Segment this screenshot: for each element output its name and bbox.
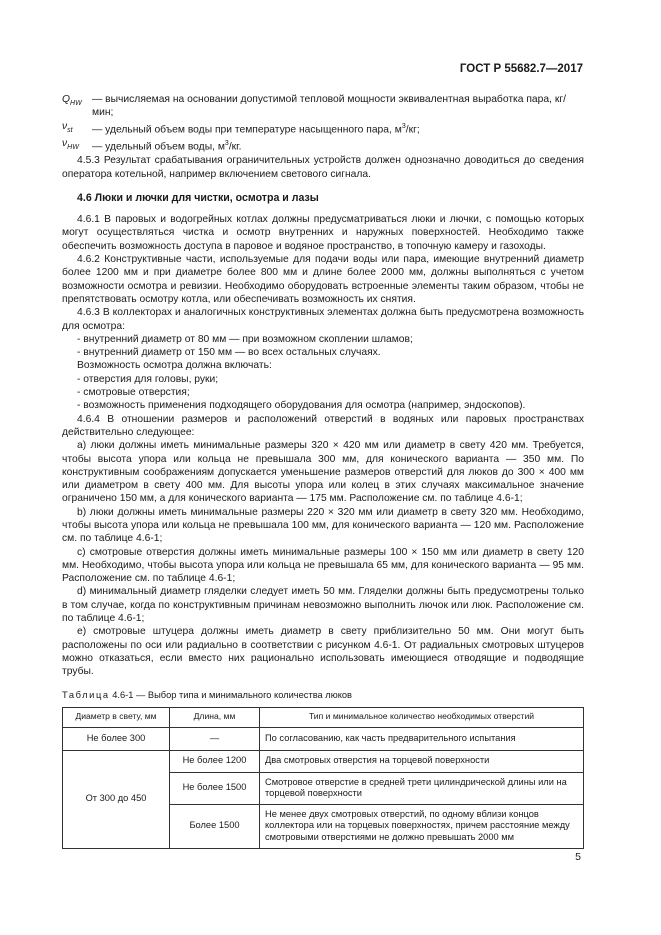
list-item: - внутренний диаметр от 80 мм — при возможном скоплении шламов; xyxy=(77,333,413,345)
paragraph-c: с) смотровые отверстия должны иметь минимальные размеры 100 × 150 мм или диаметр в свету 120 мм. Необходимо, чтобы высота упора или кольца не превышала 65 мм, для конического варианта — 95 мм. Расположение см. по таблице 4.6-1; xyxy=(62,546,584,585)
definition-v-st xyxy=(62,120,584,137)
cell-diameter-group: От 300 до 450 xyxy=(63,750,170,848)
list-item: - отверстия для головы, руки; xyxy=(77,373,219,385)
definition-symbol: $Q_{HW}$ xyxy=(62,94,82,108)
paragraph-inspection: Возможность осмотра должна включать: xyxy=(77,360,272,372)
definition-symbol: $\nu_{HW}$ xyxy=(62,137,79,151)
paragraph-b: b) люки должны иметь минимальные размеры 220 × 320 мм или диаметр в свету 320 мм. Необходимо, чтобы высота упора или кольца не превышала 100 мм, для конического варианта — 120 мм. Расположение см. по таблице 4.6-1; xyxy=(62,506,584,545)
definition-text: — вычисляемая на основании допустимой тепловой мощности эквивалентная выработка пара, кг/мин; xyxy=(92,94,566,119)
section-title: 4.6 Люки и лючки для чистки, осмотра и лазы xyxy=(77,191,319,204)
cell-type: Два смотровых отверстия на торцевой поверхности xyxy=(260,750,584,772)
page-content xyxy=(62,93,584,849)
paragraph-4-6-3: 4.6.3 В коллекторах и аналогичных конструктивных элементах должна быть предусмотрена возможность для осмотра: xyxy=(62,307,584,332)
paragraph-4-6-4: 4.6.4 В отношении размеров и расположений отверстий в водяных или паровых пространствах действительно следующее: xyxy=(62,413,584,438)
definition-symbol: $\nu_{st}$ xyxy=(62,120,73,134)
list-item: - возможность применения подходящего оборудования для осмотра (например, эндоскопов). xyxy=(77,400,526,412)
page-number: 5 xyxy=(575,851,581,863)
paragraph-d: d) минимальный диаметр гляделки следует иметь 50 мм. Гляделки должны быть предусмотрены только в том случае, когда по конструктивным причинам невозможно выполнить лючок или люк. Расположение см. по таблице 4.6-1; xyxy=(62,586,584,625)
definition-text: — удельный объем воды, $м^3/кг$. xyxy=(92,139,242,153)
paragraph-4-6-1: 4.6.1 В паровых и водогрейных котлах должны предусматриваться люки и лючки, с помощью которых могут осуществляться чистка и осмотр внутренних и наружных поверхностей. Необходимо также обеспечить возможность доступа в паровое и водяное пространство, в топочную камеру и газоходы. xyxy=(62,214,584,252)
definition-v-hw xyxy=(62,137,584,154)
cell-diameter: Не более 300 xyxy=(63,727,170,750)
paragraph-4-5-3: 4.5.3 Результат срабатывания ограничительных устройств должен однозначно доводиться до сведения оператора котельной, например включением светового сигнала. xyxy=(62,155,584,180)
definition-text: — удельный объем воды при температуре насыщенного пара, $м^3/кг$; xyxy=(92,122,420,136)
cell-length: Не более 1500 xyxy=(170,772,260,804)
column-header-diameter: Диаметр в свету, мм xyxy=(63,707,170,727)
table-caption: Таблица 4.6-1 — Выбор типа и минимального количества люков xyxy=(62,689,352,700)
table-row xyxy=(63,750,584,772)
document-id: ГОСТ Р 55682.7—2017 xyxy=(459,63,583,75)
paragraph-a: а) люки должны иметь минимальные размеры 320 × 420 мм или диаметр в свету 420 мм. Требуется, чтобы высота упора или кольца не превышала 300 мм, для конического варианта — 350 мм. По конструктивным соображениям допускается уменьшение размеров отверстий для люков до 300 × 400 мм или диаметром в свету 400 мм. Для высоты упора или колец в этих случаях максимальное значение ограничено 150 мм, а для конического варианта — 175 мм. Расположение см. по таблице 4.6-1; xyxy=(62,440,584,505)
table-row xyxy=(63,727,584,750)
list-item: - внутренний диаметр от 150 мм — во всех остальных случаях. xyxy=(77,347,381,359)
paragraph-4-6-2: 4.6.2 Конструктивные части, используемые для подачи воды или пара, имеющие внутренний диаметр более 1200 мм и при диаметре более 800 мм и длине более 2000 мм, должны выполняться с учетом возможности осмотра и ревизии. Необходимо оборудовать встроенные элементы таким образом, чтобы не препятствовать осмотру котла, или обеспечивать возможность их снятия. xyxy=(62,254,584,305)
list-item: - смотровые отверстия; xyxy=(77,387,190,399)
cell-length: Более 1500 xyxy=(170,804,260,848)
paragraph-e: е) смотровые штуцера должны иметь диаметр в свету приблизительно 50 мм. Они могут быть расположены по оси или радиально в соответствии с рисунком 4.6-1. От радиальных смотровых штуцеров можно отказаться, если вместо них рационально использовать имеющиеся отводящие и подводящие трубы. xyxy=(62,626,584,678)
definitions-list xyxy=(62,93,584,154)
cell-type: Не менее двух смотровых отверстий, по одному вблизи концов коллектора или на торцевых поверхностях, причем расстояние между смотровыми отверстиями не должно превышать 2000 мм xyxy=(260,804,584,848)
cell-length: Не более 1200 xyxy=(170,750,260,772)
cell-type: По согласованию, как часть предварительного испытания xyxy=(260,727,584,750)
column-header-type: Тип и минимальное количество необходимых отверстий xyxy=(260,707,584,727)
hatch-selection-table xyxy=(62,707,584,849)
column-header-length: Длина, мм xyxy=(170,707,260,727)
definition-q-hw xyxy=(62,93,584,120)
cell-length: — xyxy=(170,727,260,750)
table-header-row xyxy=(63,707,584,727)
cell-type: Смотровое отверстие в средней трети цилиндрической длины или на торцевой поверхности xyxy=(260,772,584,804)
